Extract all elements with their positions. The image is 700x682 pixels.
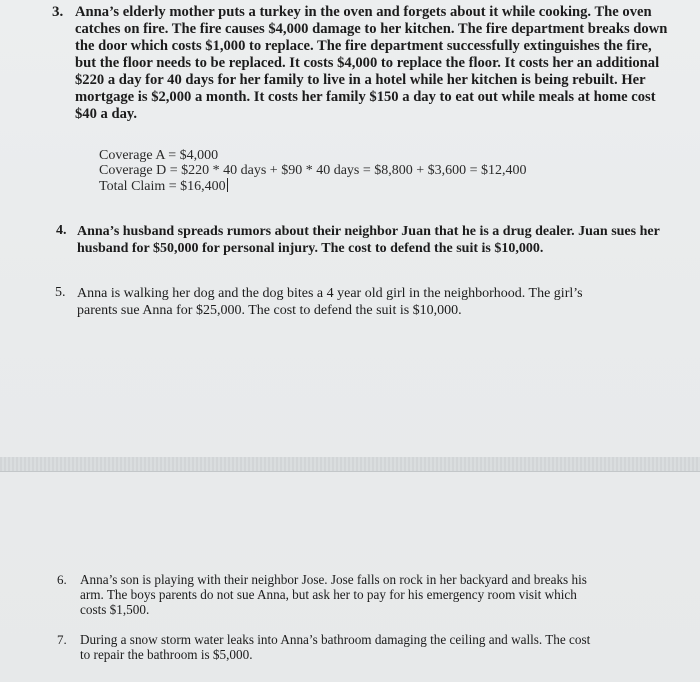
question-line: mortgage is $2,000 a month. It costs her family $150 a day to eat out while meals at home cost (75, 89, 656, 105)
question-text (77, 223, 660, 257)
question-number: 6. (57, 572, 67, 587)
scan-band (0, 457, 700, 471)
coverage-a-line: Coverage A = $4,000 (99, 148, 219, 163)
question-number: 7. (57, 632, 67, 647)
question-line: Anna’s elderly mother puts a turkey in the oven and forgets about it while cooking. The oven (75, 4, 652, 20)
text-cursor (227, 178, 228, 192)
question-line: Anna is walking her dog and the dog bites a 4 year old girl in the neighborhood. The girl’s (77, 286, 583, 301)
question-line: arm. The boys parents do not sue Anna, but ask her to pay for his emergency room visit which (80, 587, 577, 602)
answer-block[interactable] (99, 148, 527, 194)
scan-divider (0, 471, 700, 472)
question-number: 5. (55, 285, 66, 300)
question-line: parents sue Anna for $25,000. The cost to defend the suit is $10,000. (77, 303, 462, 318)
coverage-d-line: Coverage D = $220 * 40 days + $90 * 40 days = $8,800 + $3,600 = $12,400 (99, 163, 527, 178)
question-text (77, 285, 583, 319)
question-line: costs $1,500. (80, 602, 150, 617)
total-claim-line (99, 178, 527, 194)
question-line: to repair the bathroom is $5,000. (80, 647, 253, 662)
question-text (80, 572, 587, 617)
question-line: but the floor needs to be replaced. It costs $4,000 to replace the floor. It costs her an additional (75, 55, 660, 71)
question-number: 3. (52, 4, 64, 20)
question-line: catches on fire. The fire causes $4,000 damage to her kitchen. The fire department breaks down (75, 21, 668, 37)
question-line: Anna’s son is playing with their neighbor Jose. Jose falls on rock in her backyard and breaks his (80, 572, 587, 587)
question-line: $40 a day. (75, 106, 138, 122)
question-line: husband for $50,000 for personal injury. The cost to defend the suit is $10,000. (77, 241, 544, 256)
question-text (75, 4, 667, 123)
question-line: Anna’s husband spreads rumors about their neighbor Juan that he is a drug dealer. Juan sues her (77, 224, 660, 239)
question-number: 4. (56, 223, 67, 238)
question-line: $220 a day for 40 days for her family to live in a hotel while her kitchen is being rebuilt. Her (75, 72, 646, 88)
total-claim-text: Total Claim = $16,400 (99, 179, 226, 194)
question-text (80, 632, 590, 662)
question-line: During a snow storm water leaks into Anna’s bathroom damaging the ceiling and walls. The cost (80, 632, 591, 647)
question-line: the door which costs $1,000 to replace. The fire department successfully extinguishes the fire, (75, 38, 652, 54)
